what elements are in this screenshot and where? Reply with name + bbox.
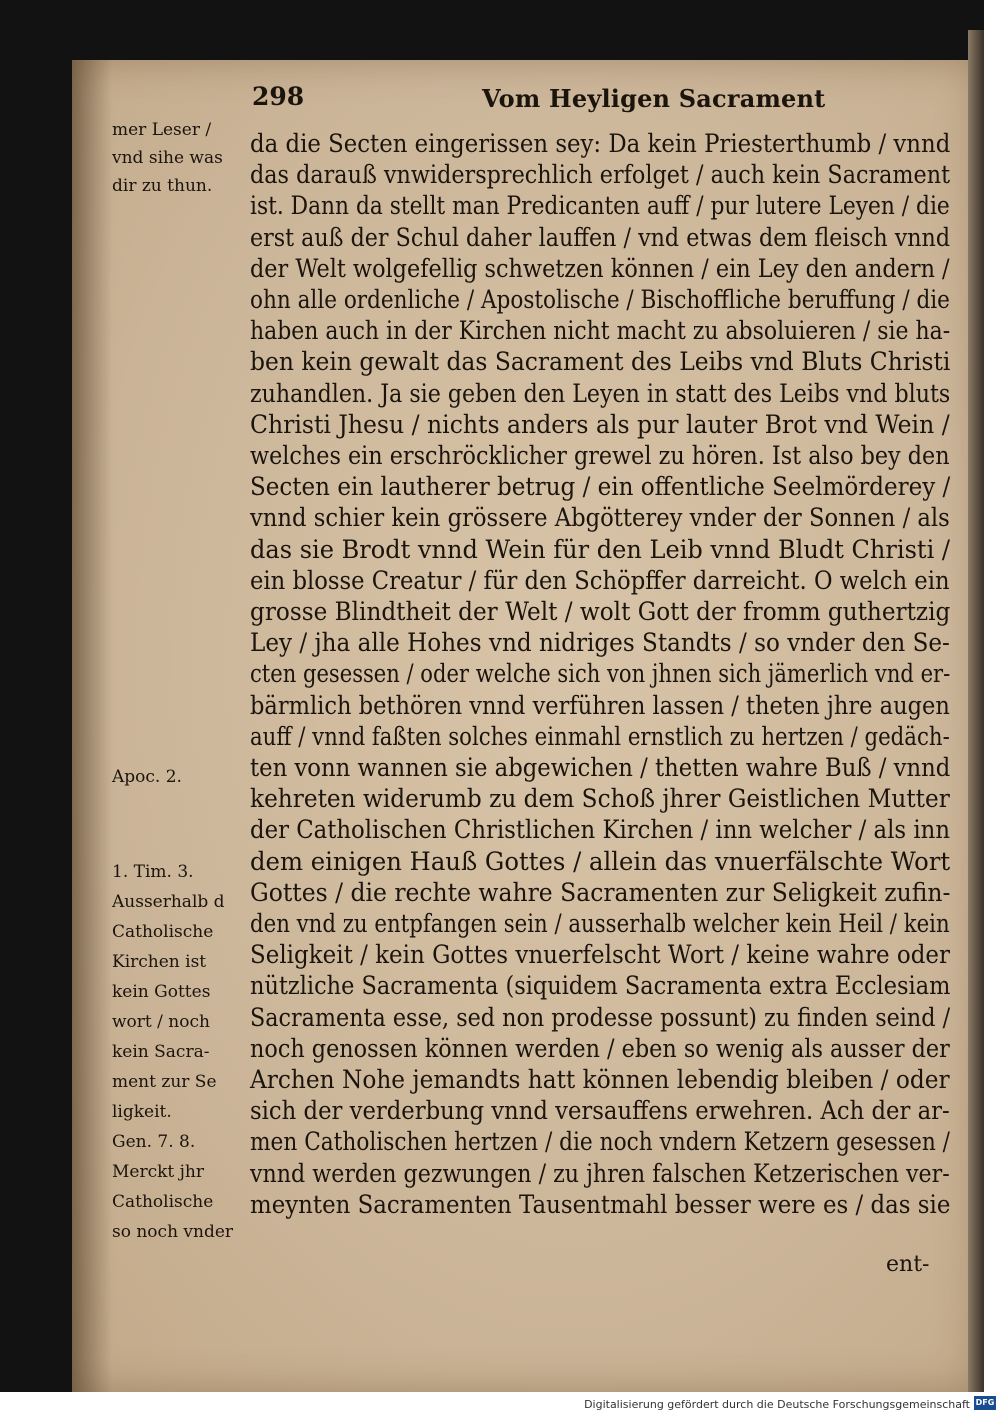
margin-note: Catholische — [112, 1192, 214, 1212]
text-line: Secten ein lautherer betrug / ein offentliche Seelmörderey / — [250, 472, 951, 502]
text-line: Ley / jha alle Hohes vnd nidriges Standts / so vnder den Se- — [250, 628, 950, 658]
text-line: auff / vnnd faßten solches einmahl ernstlich zu hertzen / gedäch- — [250, 721, 950, 751]
text-line: kehreten widerumb zu dem Schoß jhrer Geistlichen Mutter — [250, 784, 950, 814]
margin-note: ment zur Se — [112, 1072, 217, 1092]
margin-note: 1. Tim. 3. — [112, 862, 194, 882]
margin-note: ligkeit. — [112, 1102, 172, 1122]
text-line: bärmlich bethören vnnd verführen lassen / theten jhre augen — [250, 690, 950, 720]
margin-note: kein Sacra- — [112, 1042, 210, 1062]
text-line: ben kein gewalt das Sacrament des Leibs vnd Bluts Christi — [250, 347, 951, 377]
text-line: Archen Nohe jemandts hatt können lebendig bleiben / oder — [250, 1065, 950, 1094]
text-line: cten gesessen / oder welche sich von jhnen sich jämerlich vnd er- — [250, 659, 951, 689]
text-line: ohn alle ordenliche / Apostolische / Bischoffliche beruffung / die — [250, 285, 950, 314]
margin-note: dir zu thun. — [112, 176, 213, 196]
text-line: nützliche Sacramenta (siquidem Sacramenta extra Ecclesiam — [250, 971, 951, 1001]
digitization-credit: Digitalisierung gefördert durch die Deutsche Forschungsgemeinschaft — [584, 1398, 970, 1411]
text-line: men Catholischen hertzen / die noch vndern Ketzern gesessen / — [250, 1127, 950, 1157]
text-line: meynten Sacramenten Tausentmahl besser were es / das sie — [250, 1189, 951, 1219]
margin-note: mer Leser / — [112, 120, 212, 140]
margin-note: Apoc. 2. — [112, 767, 182, 787]
digitization-credit-bar — [0, 1392, 1000, 1419]
text-line: haben auch in der Kirchen nicht macht zu absoluieren / sie ha- — [250, 316, 951, 346]
text-line: das darauß vnwidersprechlich erfolget / auch kein Sacrament — [250, 160, 951, 190]
margin-note: wort / noch — [112, 1012, 210, 1032]
text-line: erst auß der Schul daher lauffen / vnd etwas dem fleisch vnnd — [250, 222, 951, 252]
margin-note: Merckt jhr — [112, 1162, 204, 1182]
text-line: das sie Brodt vnnd Wein für den Leib vnnd Bludt Christi / — [250, 534, 950, 564]
text-line: den vnd zu entpfangen sein / ausserhalb welcher kein Heil / kein — [250, 909, 950, 938]
text-line: sich der verderbung vnnd versauffens erwehren. Ach der ar- — [250, 1096, 950, 1126]
text-line: vnnd schier kein grössere Abgötterey vnder der Sonnen / als — [250, 503, 950, 533]
margin-note: kein Gottes — [112, 982, 211, 1002]
page-gutter-shadow — [72, 60, 112, 1392]
margin-note: Kirchen ist — [112, 952, 207, 972]
page-edge — [968, 30, 984, 1392]
catchword: ent- — [886, 1252, 930, 1277]
text-line: grosse Blindtheit der Welt / wolt Gott der fromm guthertzig — [250, 597, 951, 626]
text-line: Sacramenta esse, sed non prodesse possunt) zu finden seind / — [250, 1002, 951, 1032]
running-head: Vom Heyligen Sacrament — [482, 84, 826, 113]
text-line: dem einigen Hauß Gottes / allein das vnuerfälschte Wort — [250, 846, 951, 876]
margin-note: so noch vnder — [112, 1222, 234, 1242]
margin-note: vnd sihe was — [112, 148, 223, 168]
text-line: da die Secten eingerissen sey: Da kein Priesterthumb / vnnd — [250, 129, 951, 158]
text-line: der Catholischen Christlichen Kirchen / inn welcher / als inn — [250, 815, 950, 845]
text-line: Seligkeit / kein Gottes vnuerfelscht Wort / keine wahre oder — [250, 940, 950, 970]
margin-note: Gen. 7. 8. — [112, 1132, 196, 1152]
text-line: ist. Dann da stellt man Predicanten auff / pur lutere Leyen / die — [250, 191, 950, 221]
text-line: der Welt wolgefellig schwetzen können / ein Ley den andern / — [250, 253, 950, 283]
text-line: noch genossen können werden / eben so wenig als ausser der — [250, 1033, 950, 1063]
margin-note: Catholische — [112, 922, 214, 942]
text-line: vnnd werden gezwungen / zu jhren falschen Ketzerischen ver- — [250, 1158, 950, 1188]
text-line: ein blosse Creatur / für den Schöpffer darreicht. O welch ein — [250, 565, 950, 595]
margin-note: Ausserhalb d — [112, 892, 225, 912]
page-number: 298 — [252, 82, 305, 111]
text-line: welches ein erschröcklicher grewel zu hören. Ist also bey den — [250, 441, 950, 470]
text-line: Gottes / die rechte wahre Sacramenten zur Seligkeit zufin- — [250, 877, 951, 907]
dfg-logo: DFG — [974, 1396, 996, 1410]
text-line: zuhandlen. Ja sie geben den Leyen in statt des Leibs vnd bluts — [250, 378, 951, 408]
text-line: Christi Jhesu / nichts anders als pur lauter Brot vnd Wein / — [250, 409, 950, 439]
text-line: ten vonn wannen sie abgewichen / thetten wahre Buß / vnnd — [250, 753, 951, 782]
